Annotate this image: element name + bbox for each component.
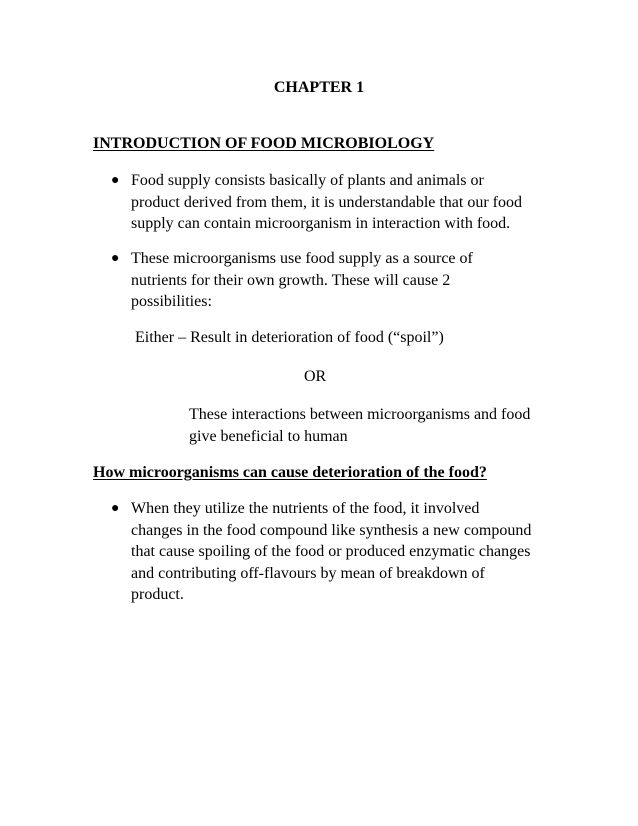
bullet-icon: ●	[111, 501, 120, 516]
bullet-line: These microorganisms use food supply as a source of	[131, 250, 473, 267]
chapter-title: CHAPTER 1	[273, 79, 365, 96]
question-heading: How microorganisms can cause deterioration of the food?	[93, 464, 487, 481]
bullet-icon: ●	[111, 173, 120, 188]
bullet-icon: ●	[111, 251, 120, 266]
either-line: Either – Result in deterioration of food (“spoil”)	[135, 329, 444, 346]
interaction-line: give beneficial to human	[189, 427, 348, 445]
or-line: OR	[304, 368, 327, 385]
bullet-line: When they utilize the nutrients of the food, it involved	[131, 500, 480, 517]
bullet-line: product.	[131, 586, 184, 603]
bullet-line: changes in the food compound like synthesis a new compound	[131, 521, 532, 539]
bullet-line: Food supply consists basically of plants and animals or	[131, 172, 484, 189]
bullet-line: and contributing off-flavours by mean of breakdown of	[131, 564, 485, 582]
section-heading: INTRODUCTION OF FOOD MICROBIOLOGY	[93, 135, 435, 152]
bullet-line: supply can contain microorganism in interaction with food.	[131, 215, 511, 232]
interaction-line: These interactions between microorganisms and food	[189, 406, 531, 423]
bullet-line: nutrients for their own growth. These will cause 2	[131, 271, 451, 289]
bullet-line: that cause spoiling of the food or produced enzymatic changes	[131, 543, 531, 560]
bullet-line: possibilities:	[131, 293, 212, 310]
bullet-line: product derived from them, it is understandable that our food	[131, 193, 523, 211]
